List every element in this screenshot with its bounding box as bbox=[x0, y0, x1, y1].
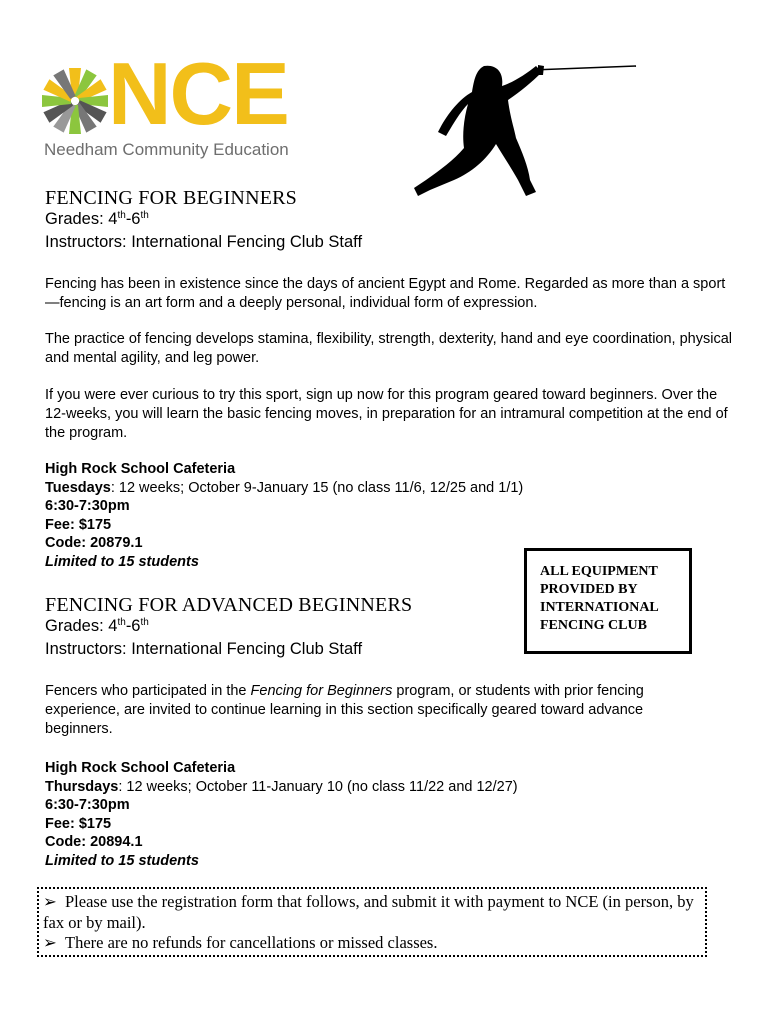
course1-title: FENCING FOR BEGINNERS bbox=[45, 187, 298, 209]
note-refunds: ➢ There are no refunds for cancellations or missed classes. bbox=[43, 933, 438, 952]
course1-limit: Limited to 15 students bbox=[45, 553, 199, 570]
equipment-notice-box: ALL EQUIPMENT PROVIDED BY INTERNATIONAL FENCING CLUB bbox=[524, 548, 692, 654]
course2-limit: Limited to 15 students bbox=[45, 852, 199, 869]
arrow-bullet-icon: ➢ bbox=[43, 933, 57, 952]
arrow-bullet-icon: ➢ bbox=[43, 892, 57, 911]
course2-location: High Rock School Cafeteria bbox=[45, 760, 236, 776]
course1-details bbox=[45, 460, 523, 572]
course1-fee: Fee: $175 bbox=[45, 516, 112, 533]
course1-location: High Rock School Cafeteria bbox=[45, 461, 236, 477]
course2-details bbox=[45, 759, 518, 871]
course1-instructors: Instructors: International Fencing Club Staff bbox=[45, 233, 363, 251]
course1-grades: Grades: 4th-6th bbox=[45, 210, 149, 228]
course2-instructors: Instructors: International Fencing Club Staff bbox=[45, 640, 363, 658]
fencer-silhouette-icon bbox=[410, 56, 640, 204]
course1-time: 6:30-7:30pm bbox=[45, 498, 130, 515]
course2-paragraph: Fencers who participated in the Fencing for Beginners program, or students with prior fencing experience, are invited to continue learning in this section specifically geared toward advance beginners. bbox=[45, 683, 644, 737]
starburst-logo-icon bbox=[42, 66, 108, 136]
course2-fee: Fee: $175 bbox=[45, 815, 112, 832]
registration-notes-box bbox=[37, 887, 707, 957]
nce-logo bbox=[42, 44, 302, 162]
course2-title: FENCING FOR ADVANCED BEGINNERS bbox=[45, 594, 413, 616]
logo-letters: NCE bbox=[108, 44, 288, 143]
course1-paragraph-3: If you were ever curious to try this sport, sign up now for this program geared toward beginners. Over the 12-weeks, you will learn the basic fencing moves, in preparation for an intramural competition at the end of the program. bbox=[45, 387, 728, 441]
course2-grades: Grades: 4th-6th bbox=[45, 617, 149, 635]
course1-schedule: Tuesdays: 12 weeks; October 9-January 15 (no class 11/6, 12/25 and 1/1) bbox=[45, 479, 524, 496]
course1-paragraph-1: Fencing has been in existence since the days of ancient Egypt and Rome. Regarded as more than a sport—fencing is an art form and a deeply personal, individual form of expression. bbox=[45, 276, 726, 311]
course1-paragraph-2: The practice of fencing develops stamina, flexibility, strength, dexterity, hand and eye coordination, physical and mental agility, and leg power. bbox=[45, 331, 732, 366]
course1-code: Code: 20879.1 bbox=[45, 535, 143, 552]
logo-subtitle: Needham Community Education bbox=[44, 140, 289, 159]
course2-code: Code: 20894.1 bbox=[45, 834, 143, 851]
note-registration: ➢ Please use the registration form that follows, and submit it with payment to NCE (in person, by fax or by mail). bbox=[43, 892, 694, 932]
course2-schedule: Thursdays: 12 weeks; October 11-January 10 (no class 11/22 and 12/27) bbox=[45, 778, 518, 795]
course2-time: 6:30-7:30pm bbox=[45, 797, 130, 814]
